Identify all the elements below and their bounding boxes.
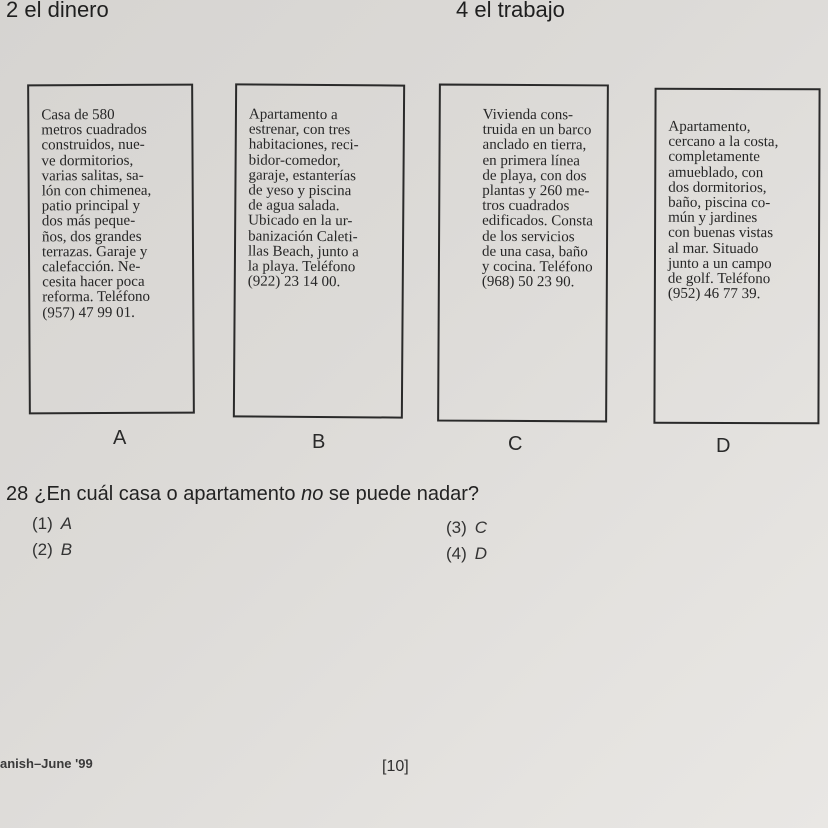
option-letter: C: [474, 518, 488, 537]
page-number: [10]: [382, 758, 409, 775]
ad-label-b: B: [312, 431, 326, 453]
ad-label-d: D: [716, 435, 731, 457]
option-number: (3): [446, 518, 467, 537]
answer-option-1[interactable]: [32, 514, 72, 534]
question-text-emphasis: no: [301, 483, 324, 505]
ad-text-a: Casa de 580 metros cuadrados construidos, nue- ve dormitorios, varias salitas, sa- lón con chimenea, patio principal y dos más peque- ños, dos grandes terrazas. Garaje y calefacción. Ne- cesita hacer poca reforma. Teléfono (957) 47 99 01.: [41, 106, 152, 322]
ad-box-d: [653, 88, 820, 425]
answer-option-4[interactable]: [446, 544, 487, 564]
option-letter: A: [60, 514, 73, 533]
ad-label-c: C: [508, 433, 523, 455]
answer-option-2[interactable]: [32, 540, 72, 560]
prev-option-4: 4 el trabajo: [456, 0, 565, 22]
ad-text-d: Apartamento, cercano a la costa, completamente amueblado, con dos dormitorios, baño, piscina co- mún y jardines con buenas vistas al mar. Situado junto a un campo de golf. Teléfono (952) 46 77 39.: [667, 118, 779, 303]
ad-label-a: A: [113, 427, 127, 449]
footer-exam-label: anish–June '99: [0, 756, 93, 771]
question-28: [6, 482, 479, 506]
option-letter: D: [474, 544, 488, 563]
ad-box-c: [437, 84, 609, 423]
ad-box-b: [233, 83, 405, 418]
question-text-before: ¿En cuál casa o apartamento: [34, 483, 302, 505]
ad-text-c: Vivienda cons- truida en un barco anclado en tierra, en primera línea de playa, con dos plantas y 260 me- tros cuadrados edificados. Consta de los servicios de una casa, baño y cocina. Teléfono (968) 50 23 90.: [481, 106, 594, 291]
question-number: 28: [6, 483, 29, 505]
ad-text-b: Apartamento a estrenar, con tres habitaciones, reci- bidor-comedor, garaje, estanterías de yeso y piscina de agua salada. Ubicado en la ur- banización Caleti- llas Beach, junto a la playa. Teléfono (922) 23 14 00.: [247, 106, 359, 291]
answer-option-3[interactable]: [446, 518, 487, 538]
question-text-after: se puede nadar?: [323, 483, 480, 505]
prev-option-2: 2 el dinero: [6, 0, 109, 22]
option-letter: B: [60, 540, 73, 559]
option-number: (2): [32, 540, 53, 559]
option-number: (4): [446, 544, 467, 563]
ad-box-a: [27, 84, 195, 415]
option-number: (1): [32, 514, 53, 533]
